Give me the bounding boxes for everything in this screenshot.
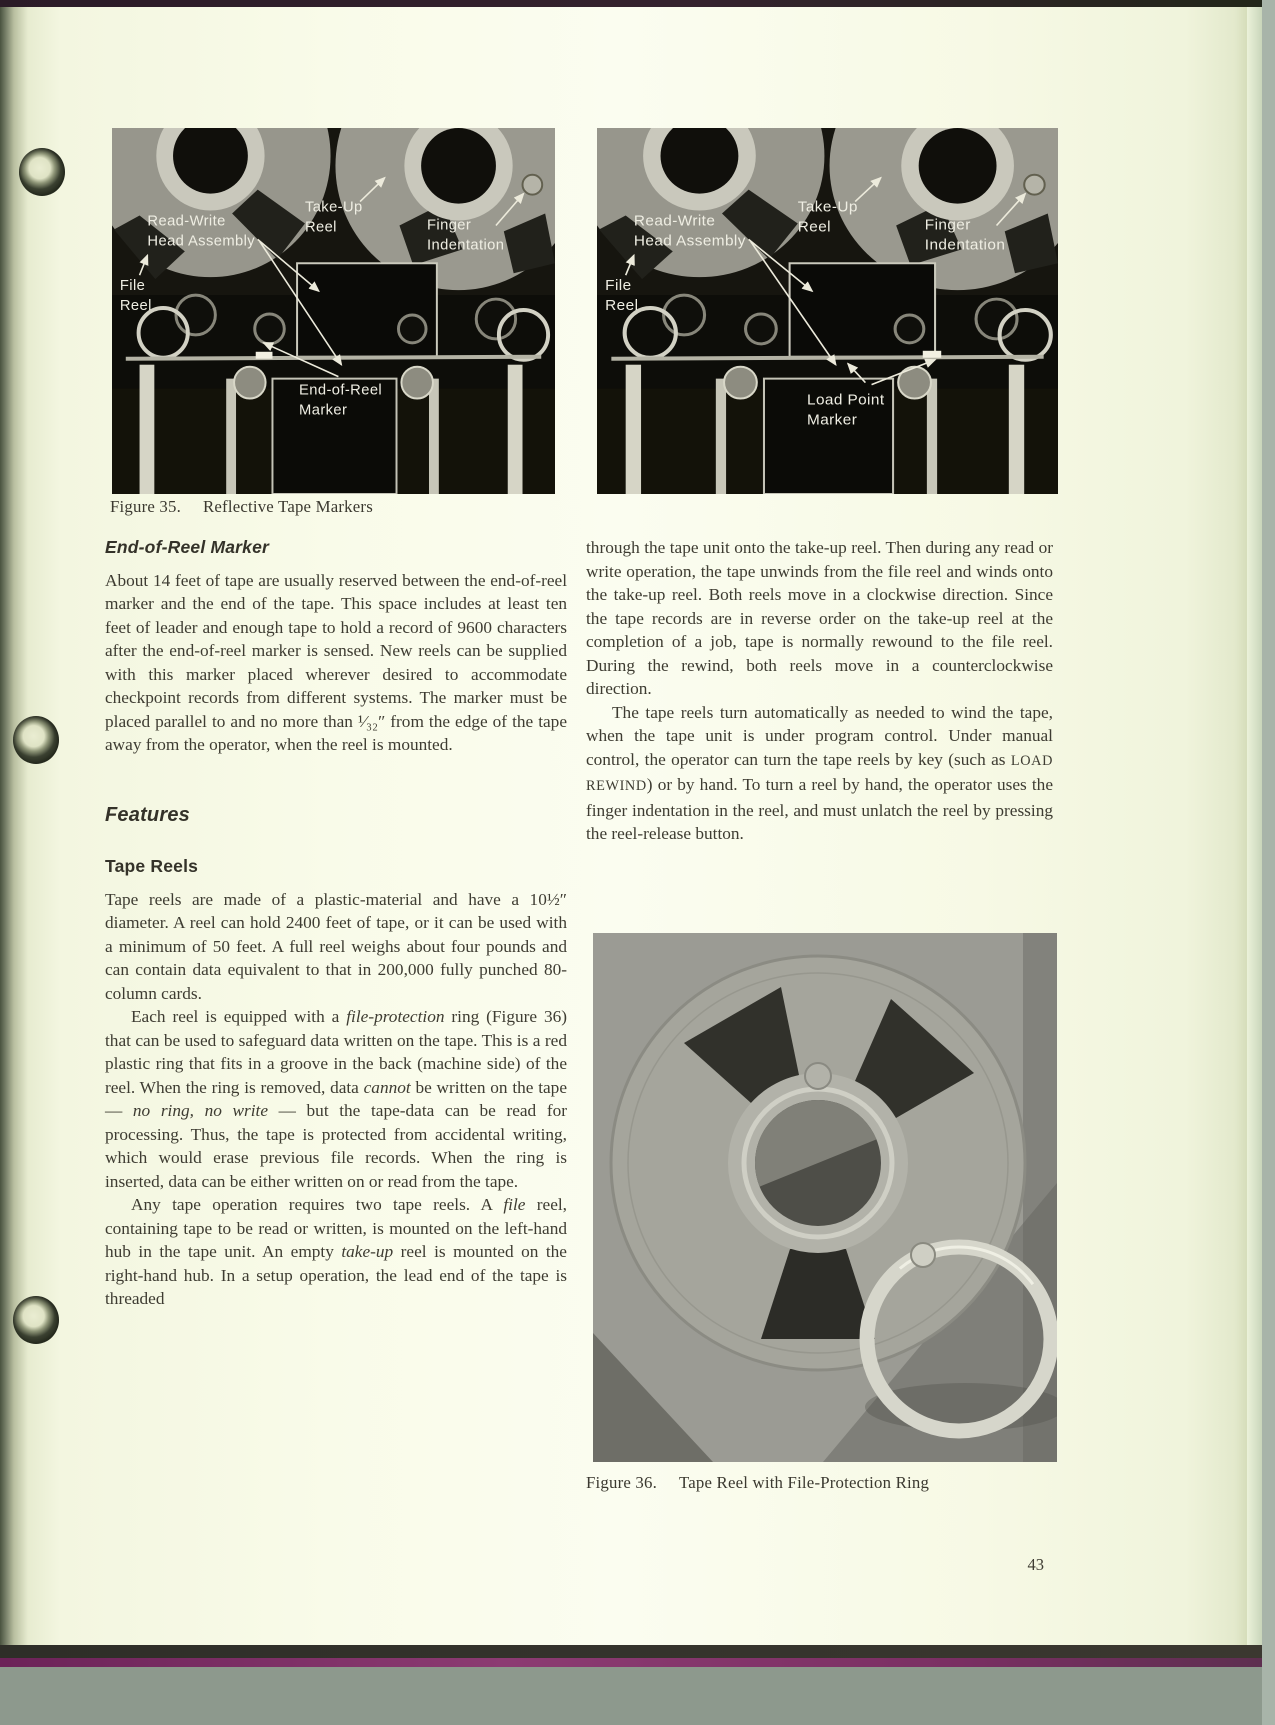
- text-run-italic: no ring, no write: [132, 1101, 268, 1120]
- scan-magenta-stripe: [0, 1658, 1262, 1667]
- tape-reel-with-ring: [593, 933, 1057, 1462]
- label-take-up-2: Reel: [304, 219, 337, 236]
- reflective-marker-spot: [923, 351, 941, 358]
- paragraph-reel-turning: [586, 701, 1053, 846]
- label-finger-2: Indentation: [924, 236, 1006, 254]
- figure35-caption: [110, 497, 373, 517]
- paragraph-tape-reels-2: [105, 1005, 567, 1193]
- label-read-write-2: Head Assembly: [147, 233, 256, 250]
- label-finger-2: Indentation: [427, 237, 505, 254]
- label-finger-1: Finger: [427, 217, 472, 234]
- book-page: [0, 7, 1247, 1645]
- heading-features: Features: [105, 803, 190, 826]
- paragraph-threading: through the tape unit onto the take-up reel. Then during any read or write operation, the tape unwinds from the file reel and winds onto the take-up reel. Both reels move in a clockwise direction. Since the tape records are in reverse order on the take-up reel at the completion of a job, tape is normally rewound to the file reel. During the rewind, both reels move in a counterclockwise direction.: [586, 538, 1053, 698]
- heading-tape-reels: Tape Reels: [105, 856, 199, 876]
- text-run-italic: file-protection: [346, 1007, 445, 1026]
- paragraph-end-of-reel: About 14 feet of tape are usually reserved between the end-of-reel marker and the end of the tape. This space includes at least ten feet of leader and enough tape to hold a record of 9600 characters after the end-of-reel marker is sensed. New reels can be supplied with this marker placed wherever desired to accommodate checkpoint records from different systems. The marker must be placed parallel to and no more than ¹⁄₃₂″ from the edge of the tape away from the operator, when the reel is mounted.: [105, 570, 567, 754]
- text-run-italic: file: [503, 1195, 526, 1214]
- tape: [611, 357, 1043, 359]
- label-marker-1: End-of-Reel: [299, 382, 383, 399]
- left-column: [105, 536, 567, 1311]
- reflective-marker-spot: [256, 352, 273, 359]
- binder-punch-hole: [19, 148, 65, 196]
- page-right-edge: [1247, 7, 1262, 1652]
- text-run-smallcaps: LOAD REWIND: [586, 752, 1053, 794]
- label-file-2: Reel: [119, 297, 152, 315]
- binder-punch-hole: [13, 716, 59, 764]
- label-marker-2: Marker: [299, 402, 348, 419]
- text-run: Any tape operation requires two tape reels. A: [131, 1195, 504, 1214]
- label-read-write-1: Read-Write: [633, 212, 716, 230]
- figure36-caption-title: Tape Reel with File-Protection Ring: [679, 1473, 930, 1492]
- scanner-bed-right: [1262, 0, 1275, 1725]
- figure35-caption-label: Figure 35.: [110, 497, 181, 516]
- text-run-italic: take-up: [341, 1242, 394, 1261]
- finger-indentation-dot: [1024, 175, 1044, 195]
- figure35-left-photo: [112, 128, 555, 494]
- label-file-1: File: [605, 277, 632, 295]
- label-marker-1: Load Point: [807, 391, 885, 409]
- tape-reel: [611, 956, 1025, 1370]
- text-run: reel, containing tape to be read or written, is mounted on the left-hand hub in the tape unit. An empty: [105, 1195, 567, 1261]
- figure36-caption: [586, 1473, 929, 1493]
- scanner-bed-bottom: [0, 1667, 1262, 1725]
- text-run: ring (Figure 36) that can be used to safeguard data written on the tape. This is a red plastic ring that fits in a groove in the back (machine side) of the reel. When the ring is removed, data: [105, 1007, 567, 1097]
- label-finger-1: Finger: [924, 216, 971, 234]
- text-run: Each reel is equipped with a: [131, 1007, 347, 1026]
- text-run: ) or by hand. To turn a reel by hand, the operator uses the finger indentation in the reel, and must unlatch the reel by pressing the reel-release button.: [586, 775, 1053, 843]
- hub-latch: [805, 1063, 831, 1089]
- label-take-up-2: Reel: [797, 218, 832, 236]
- finger-indentation-dot: [523, 175, 543, 195]
- ring-bump: [911, 1243, 935, 1267]
- paragraph-tape-reels-3: [105, 1193, 567, 1311]
- scan-top-edge: [0, 0, 1275, 7]
- right-column: [586, 536, 1053, 846]
- tape: [126, 357, 541, 359]
- text-run: The tape reels turn automatically as needed to wind the tape, when the tape unit is under program control. Under manual control, the operator can turn the tape reels by key (such as: [586, 702, 1053, 769]
- figure36-caption-label: Figure 36.: [586, 1473, 657, 1492]
- figure35-right-photo: [597, 128, 1058, 494]
- figure35-caption-title: Reflective Tape Markers: [203, 497, 373, 516]
- tape-unit-machine: [597, 128, 1058, 494]
- label-take-up-1: Take-Up: [304, 199, 363, 216]
- paragraph-tape-reels-1: Tape reels are made of a plastic-material and have a 10½″ diameter. A reel can hold 2400 feet of tape, or it can be used with a minimum of 50 feet. A full reel weighs about four pounds and can contain data equivalent to that in 200,000 fully punched 80-column cards.: [105, 889, 567, 1003]
- page-number: 43: [1027, 1555, 1044, 1574]
- label-file-1: File: [119, 278, 146, 295]
- text-run: reel is mounted on the right-hand hub. In a setup operation, the lead end of the tape is threaded: [105, 1242, 567, 1308]
- label-marker-2: Marker: [807, 411, 858, 429]
- binder-punch-hole: [13, 1296, 59, 1344]
- label-take-up-1: Take-Up: [797, 198, 858, 216]
- text-run: — but the tape-data can be read for processing. Thus, the tape is protected from accidental writing, which would erase previous file records. When the ring is inserted, data can be either written on or read from the tape.: [105, 1101, 567, 1191]
- page-bottom-edge: [0, 1645, 1262, 1658]
- label-file-2: Reel: [605, 297, 639, 314]
- heading-end-of-reel-marker: End-of-Reel Marker: [105, 537, 270, 557]
- tape-unit-machine: [112, 128, 555, 494]
- figure36-photo: [593, 933, 1057, 1462]
- label-read-write-2: Head Assembly: [633, 232, 746, 250]
- label-read-write-1: Read-Write: [147, 213, 226, 230]
- text-run-italic: cannot: [363, 1077, 411, 1097]
- text-run: be written on the tape —: [105, 1077, 567, 1120]
